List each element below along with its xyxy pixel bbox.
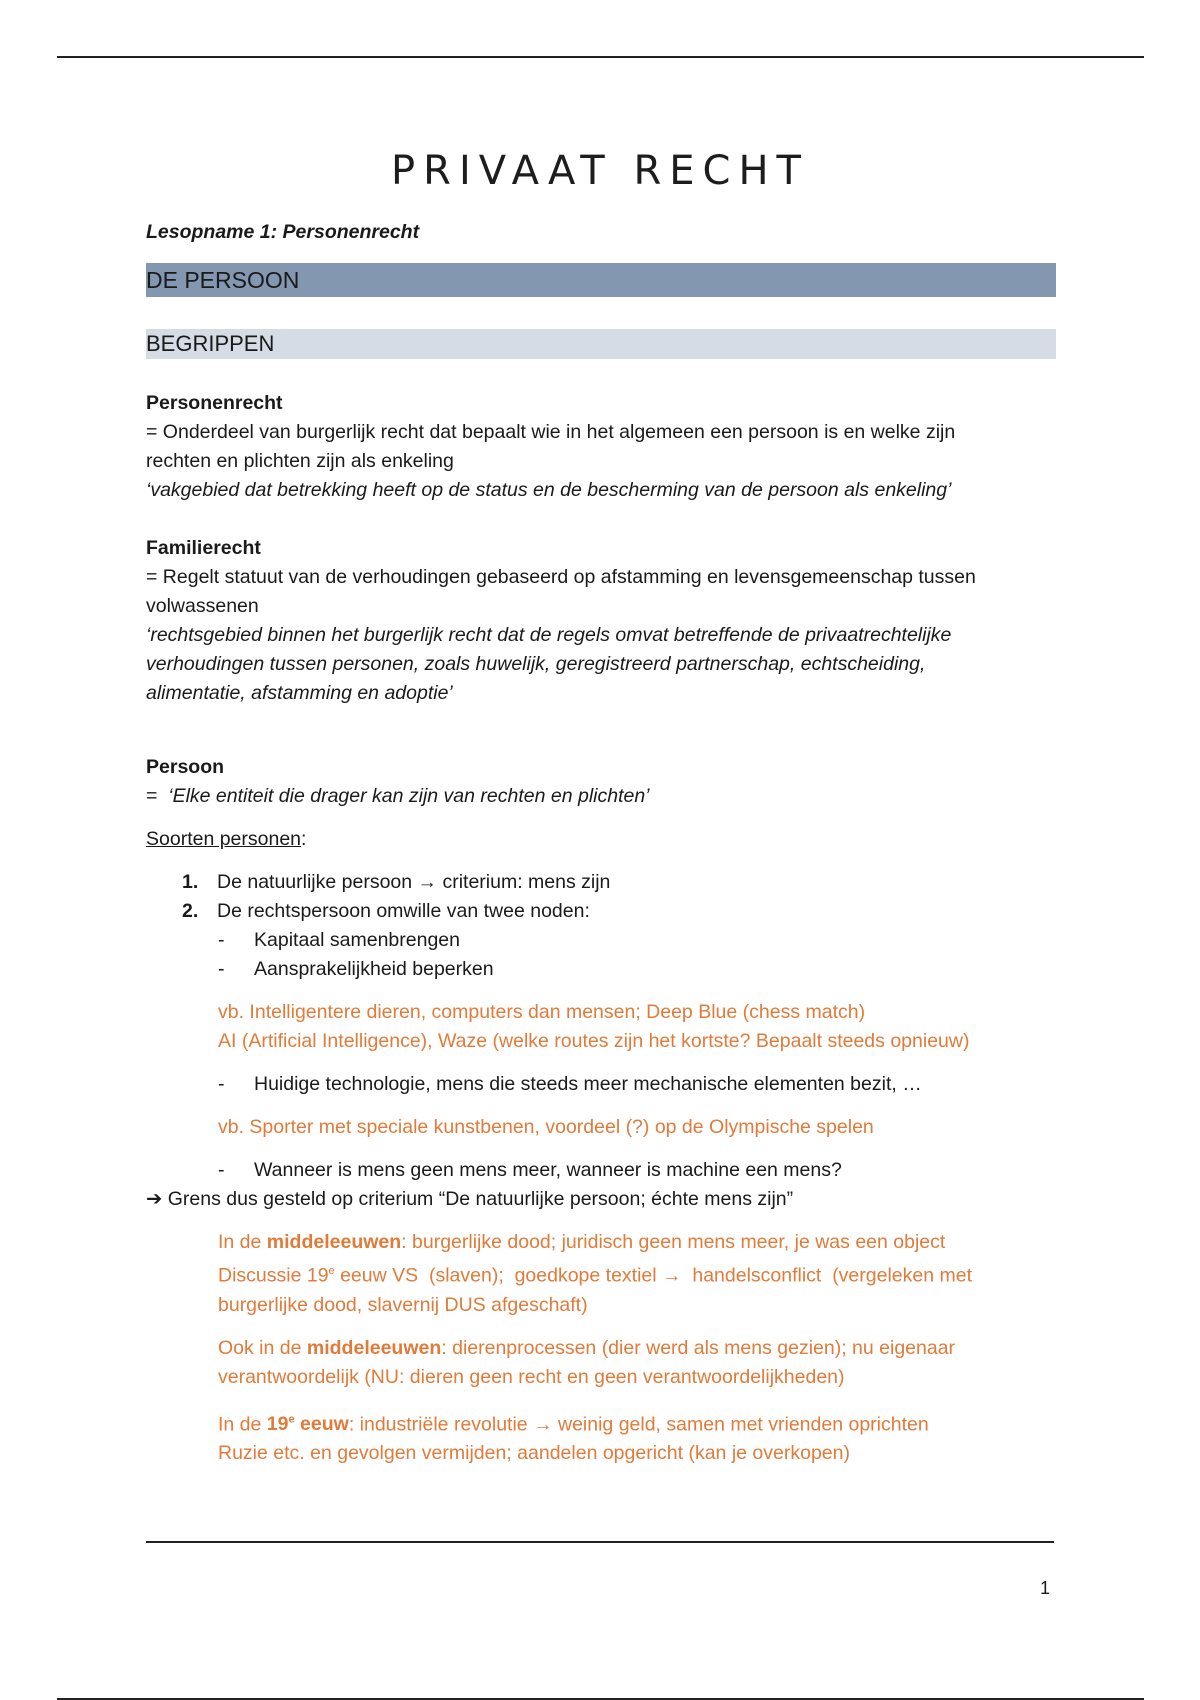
example-sporter: vb. Sporter met speciale kunstbenen, voordeel (?) op de Olympische spelen: [218, 1116, 874, 1138]
superscript: e: [288, 1413, 295, 1426]
lesopname-label: Lesopname 1: Personenrecht: [146, 221, 420, 243]
sub-item-text: Wanneer is mens geen mens meer, wanneer is machine een mens?: [254, 1159, 842, 1181]
example-ai-line2: AI (Artificial Intelligence), Waze (welke routes zijn het kortste? Bepaalt steeds opnieuw): [218, 1030, 970, 1052]
persoon-definition-quote: ‘Elke entiteit die drager kan zijn van rechten en plichten’: [168, 785, 650, 807]
text-span: 19: [266, 1413, 289, 1435]
section-persoon: [146, 753, 1056, 1214]
list-item-text: De rechtspersoon omwille van twee noden:: [217, 900, 590, 922]
heading-begrippen: BEGRIPPEN: [146, 329, 1056, 359]
sub-item: [218, 926, 1056, 955]
text-span: eeuw VS (slaven); goedkope textiel → handelsconflict (vergeleken met: [334, 1264, 973, 1287]
list-item: [182, 868, 1056, 897]
soorten-personen-text: Soorten personen: [146, 828, 302, 850]
document-body: [146, 218, 1056, 1468]
dash-bullet: -: [218, 929, 225, 951]
soorten-personen-label: [146, 825, 1056, 854]
dash-bullet: -: [218, 1159, 225, 1181]
section-personenrecht: [146, 389, 1056, 505]
list-item-text: De natuurlijke persoon → criterium: mens zijn: [217, 871, 611, 893]
bold-middeleeuwen: middeleeuwen: [266, 1231, 402, 1253]
history-paragraph-2: [218, 1334, 1056, 1392]
bold-middeleeuwen: middeleeuwen: [306, 1336, 442, 1359]
history-paragraph-1: [218, 1228, 1056, 1320]
top-page-rule: [57, 56, 1144, 58]
persons-list: [146, 868, 1056, 926]
dash-bullet: -: [218, 958, 225, 980]
text-span: In de: [218, 1413, 267, 1435]
history-paragraph-3: [218, 1406, 1056, 1469]
section-familierecht: [146, 534, 1056, 708]
sub-item: [218, 1156, 1056, 1185]
soorten-colon: :: [301, 828, 307, 850]
example-ai-line1: vb. Intelligentere dieren, computers dan mensen; Deep Blue (chess match): [218, 1001, 866, 1023]
text-line: verantwoordelijk (NU: dieren geen recht en geen verantwoordelijkheden): [218, 1365, 845, 1388]
text-span: In de: [218, 1231, 267, 1253]
term-persoon: Persoon: [146, 756, 225, 778]
personenrecht-definition-line2: rechten en plichten zijn als enkeling: [146, 450, 454, 472]
text-span: Discussie 19: [218, 1264, 329, 1287]
text-line: Ruzie etc. en gevolgen vermijden; aandelen opgericht (kan je overkopen): [218, 1442, 850, 1464]
text-span: : burgerlijke dood; juridisch geen mens meer, je was een object: [401, 1231, 946, 1253]
persoon-definition: [146, 782, 1056, 811]
document-title: PRIVAAT RECHT: [391, 148, 809, 194]
conclusion-arrow-line: ➔ Grens dus gesteld op criterium “De natuurlijke persoon; échte mens zijn”: [146, 1188, 794, 1210]
familierecht-quote-line2: verhoudingen tussen personen, zoals huwelijk, geregistreerd partnerschap, echtscheiding,: [146, 653, 926, 675]
term-personenrecht: Personenrecht: [146, 392, 283, 414]
personenrecht-quote: ‘vakgebied dat betrekking heeft op de status en de bescherming van de persoon als enkeling’: [146, 479, 952, 501]
text-span: : dierenprocessen (dier werd als mens gezien); nu eigenaar: [441, 1336, 956, 1359]
bold-19e-eeuw: [267, 1413, 349, 1435]
persoon-definition-prefix: =: [146, 785, 169, 807]
sub-item: [218, 1070, 1056, 1099]
sub-item-text: Kapitaal samenbrengen: [254, 929, 460, 951]
sub-item-text: Huidige technologie, mens die steeds meer mechanische elementen bezit, …: [254, 1073, 922, 1095]
list-item-number: 1.: [182, 871, 199, 893]
term-familierecht: Familierecht: [146, 537, 261, 559]
text-span: eeuw: [294, 1413, 349, 1435]
familierecht-definition-line2: volwassenen: [146, 595, 259, 617]
sub-item: [218, 955, 1056, 984]
personenrecht-definition-line1: = Onderdeel van burgerlijk recht dat bepaalt wie in het algemeen een persoon is en welke zijn: [146, 421, 956, 443]
list-item: [182, 897, 1056, 926]
text-line: burgerlijke dood, slavernij DUS afgeschaft): [218, 1293, 588, 1316]
superscript: e: [328, 1265, 335, 1277]
text-span: : industriële revolutie → weinig geld, samen met vrienden oprichten: [348, 1413, 929, 1435]
familierecht-definition-line1: = Regelt statuut van de verhoudingen gebaseerd op afstamming en levensgemeenschap tussen: [146, 566, 976, 588]
heading-de-persoon: DE PERSOON: [146, 263, 1056, 297]
sub-item-text: Aansprakelijkheid beperken: [254, 958, 494, 980]
text-span: Ook in de: [218, 1336, 307, 1359]
familierecht-quote-line3: alimentatie, afstamming en adoptie’: [146, 682, 453, 704]
page-number: 1: [1040, 1578, 1051, 1598]
footer-rule: [146, 1541, 1054, 1543]
list-item-number: 2.: [182, 900, 199, 922]
familierecht-quote-line1: ‘rechtsgebied binnen het burgerlijk recht dat de regels omvat betreffende de privaatrechtelijke: [146, 624, 952, 646]
dash-bullet: -: [218, 1073, 225, 1095]
